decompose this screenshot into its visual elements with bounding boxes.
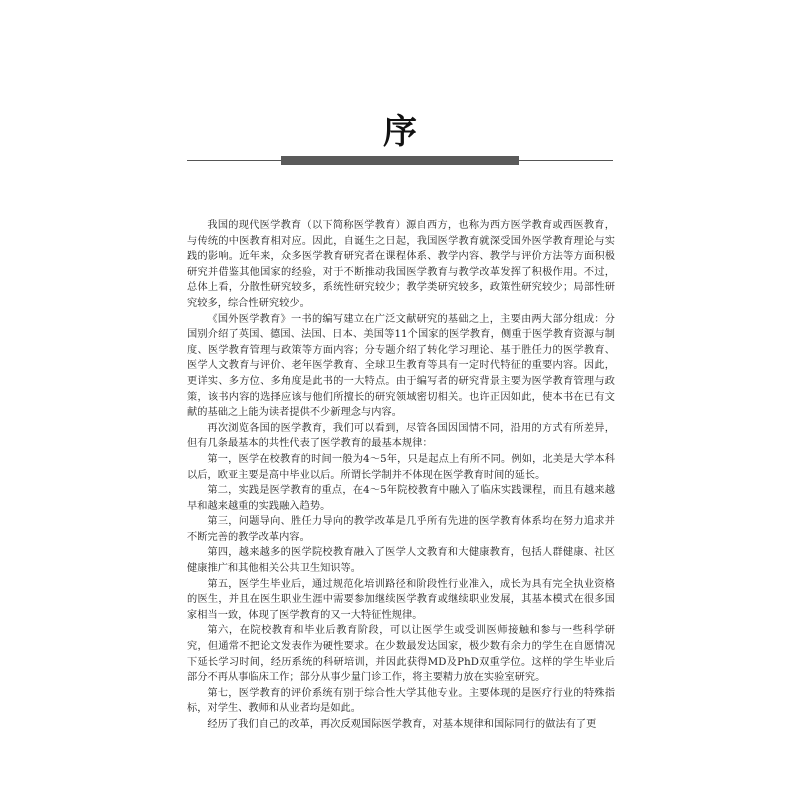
page-title: 序 (383, 112, 417, 152)
paragraph: 第二，实践是医学教育的重点，在4～5年院校教育中融入了临床实践课程，而且有越来越早和越来越重的实践融入趋势。 (187, 485, 615, 512)
paragraph: 经历了我们自己的改革，再次反观国际医学教育，对基本规律和国际同行的做法有了更 (207, 719, 597, 730)
title-divider-bar (281, 156, 519, 165)
paragraph: 第六，在院校教育和毕业后教育阶段，可以让医学生或受训医师接触和参与一些科学研究，但通常不把论文发表作为硬性要求。在少数最发达国家，极少数有余力的学生在自愿情况下延长学习时间，经历系统的科研培训，并因此获得MD及PhD双重学位。这样的学生毕业后部分不再从事临床工作；部分从事少量门诊工作，将主要精力放在实验室研究。 (187, 625, 615, 684)
body-text (187, 218, 615, 733)
paragraph: 第一，医学在校教育的时间一般为4～5年，只是起点上有所不同。例如，北美是大学本科以后，欧亚主要是高中毕业以后。所谓长学制并不体现在医学教育时间的延长。 (187, 453, 615, 481)
paragraph: 《国外医学教育》一书的编写建立在广泛文献研究的基础之上，主要由两大部分组成：分国别介绍了英国、德国、法国、日本、美国等11个国家的医学教育，侧重于医学教育资源与制度、医学教育管理与政策等方面内容；分专题介绍了转化学习理论、基于胜任力的医学教育、医学人文教育与评价、老年医学教育、全球卫生教育等具有一定时代特征的重要内容。因此，更详实、多方位、多角度是此书的一大特点。由于编写者的研究背景主要为医学教育管理与政策，该书内容的选择应该与他们所擅长的研究领域密切相关。也许正因如此，使本书在已有文献的基础之上能为读者提供不少新理念与内容。 (187, 313, 615, 419)
paragraph: 第三，问题导向、胜任力导向的教学改革是几乎所有先进的医学教育体系均在努力追求并不断完善的教学改革内容。 (187, 516, 615, 543)
paragraph: 第五，医学生毕业后，通过规范化培训路径和阶段性行业准入，成长为具有完全执业资格的医生，并且在医生职业生涯中需要参加继续医学教育或继续职业发展，其基本模式在很多国家相当一致，体现了医学教育的又一大特征性规律。 (187, 578, 615, 621)
paragraph: 我国的现代医学教育（以下简称医学教育）源自西方，也称为西方医学教育或西医教育，与传统的中医教育相对应。因此，自诞生之日起，我国医学教育就深受国外医学教育理论与实践的影响。近年来，众多医学教育研究者在课程体系、教学内容、教学与评价方法等方面积极研究并借鉴其他国家的经验，对于不断推动我国医学教育与教学改革发挥了积极作用。不过，总体上看，分散性研究较多，系统性研究较少；教学类研究较多，政策性研究较少；局部性研究较多，综合性研究较少。 (187, 220, 615, 309)
paragraph: 再次浏览各国的医学教育，我们可以看到，尽管各国因国情不同，沿用的方式有所差异，但有几条最基本的共性代表了医学教育的最基本规律： (187, 422, 615, 450)
paragraph: 第四，越来越多的医学院校教育融入了医学人文教育和大健康教育，包括人群健康、社区健康推广和其他相关公共卫生知识等。 (187, 547, 615, 575)
paragraph: 第七，医学教育的评价系统有别于综合性大学其他专业。主要体现的是医疗行业的特殊指标，对学生、教师和从业者均是如此。 (187, 687, 615, 715)
